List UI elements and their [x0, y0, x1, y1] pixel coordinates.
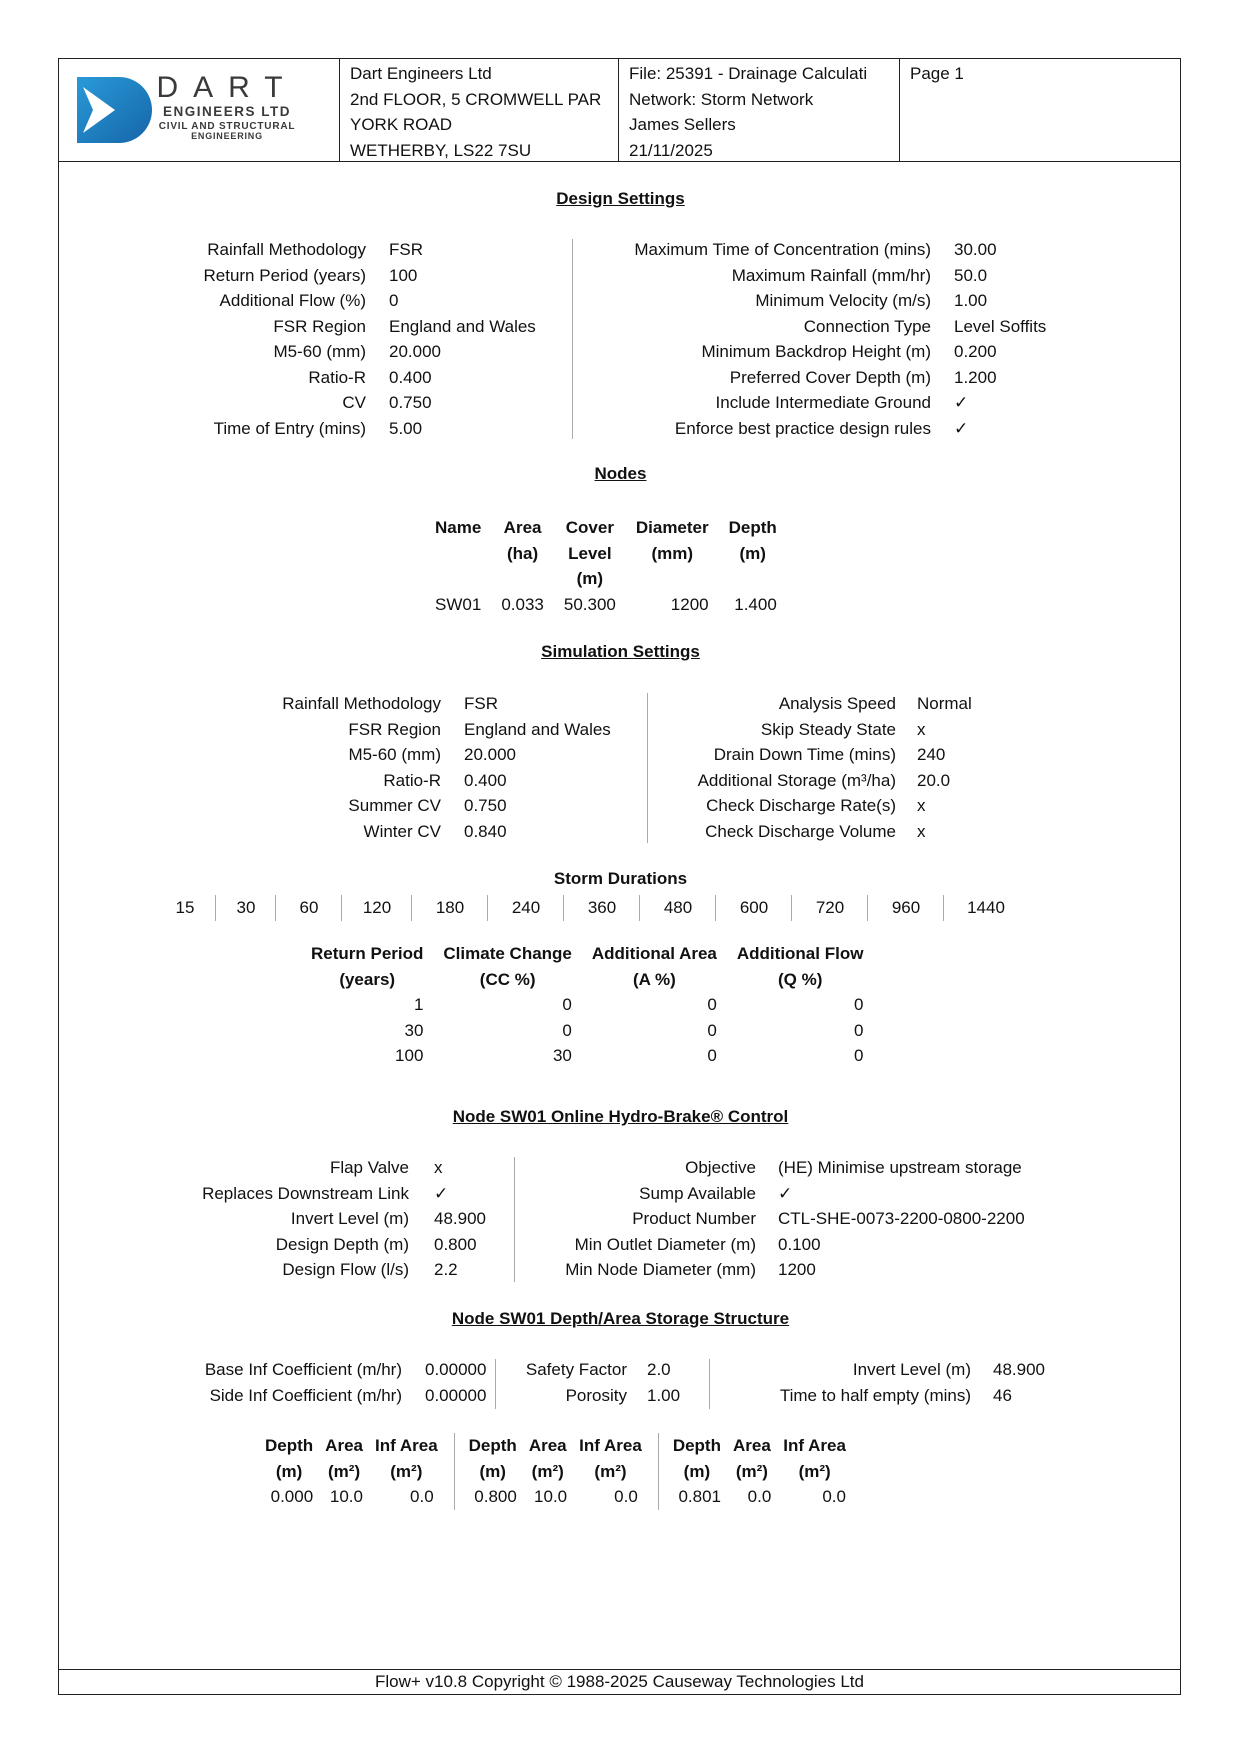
page-frame	[58, 58, 1181, 1695]
simulation-right-labels	[655, 691, 896, 844]
svg-text:DART: DART	[156, 71, 298, 104]
col-header-inf-area: Inf Area (m²)	[579, 1436, 642, 1481]
col-header-additional-area: Additional Area (A %)	[591, 944, 717, 989]
design-settings-right-values	[954, 237, 1046, 441]
setting-label: Additional Storage (m³/ha)	[697, 770, 896, 790]
company-name: Dart Engineers Ltd	[350, 64, 492, 83]
hydrobrake-right-labels	[519, 1155, 756, 1283]
setting-value: 5.00	[389, 418, 423, 438]
setting-label: Minimum Velocity (m/s)	[755, 291, 931, 310]
setting-value: England and Wales	[389, 316, 536, 336]
storage-col1-labels	[149, 1357, 402, 1408]
table-cell: 0.800	[474, 1487, 517, 1506]
storm-duration: 180	[411, 895, 488, 921]
storage-col2-values	[647, 1357, 680, 1408]
setting-label: Check Discharge Volume	[705, 821, 896, 841]
column-divider	[709, 1359, 710, 1409]
table-cell: 10.0	[534, 1487, 568, 1506]
col-header-inf-area: Inf Area (m²)	[374, 1436, 438, 1481]
design-settings-left-values	[389, 237, 536, 441]
address-line: YORK ROAD	[350, 115, 453, 134]
setting-label: Analysis Speed	[778, 694, 896, 713]
storage-col3-labels	[719, 1357, 971, 1408]
setting-label: CV	[342, 393, 366, 412]
setting-label: Maximum Rainfall (mm/hr)	[731, 265, 931, 285]
setting-label: Rainfall Methodology	[282, 694, 441, 713]
setting-label: Invert Level (m)	[852, 1360, 971, 1379]
setting-label: Safety Factor	[525, 1360, 627, 1379]
storm-duration: 360	[563, 895, 640, 921]
col-header-area: Area (ha)	[503, 518, 542, 563]
node-depth: 1.400	[734, 594, 777, 614]
simulation-settings-title: Simulation Settings	[541, 642, 700, 661]
node-cover-level: 50.300	[563, 594, 616, 614]
storm-durations-row	[162, 895, 1085, 921]
setting-label: Objective	[685, 1158, 756, 1177]
report-header	[59, 59, 1180, 162]
setting-value: Level Soffits	[954, 316, 1047, 336]
setting-value: 0.100	[778, 1234, 821, 1254]
setting-value: 0	[389, 291, 399, 310]
check-icon: ✓	[954, 393, 969, 412]
column-divider	[647, 693, 648, 843]
setting-value: x	[917, 821, 926, 841]
storm-duration: 720	[791, 895, 868, 921]
setting-label: Time of Entry (mins)	[213, 418, 366, 438]
setting-value: 20.000	[389, 342, 441, 361]
setting-label: Min Node Diameter (mm)	[565, 1260, 756, 1279]
setting-label: Rainfall Methodology	[207, 240, 366, 259]
table-row	[658, 1484, 852, 1510]
table-row	[301, 1018, 873, 1044]
setting-label: Base Inf Coefficient (m/hr)	[204, 1360, 402, 1379]
setting-label: Minimum Backdrop Height (m)	[701, 342, 931, 361]
node-area: 0.033	[501, 594, 544, 614]
design-settings-left-labels	[149, 237, 366, 441]
setting-value: CTL-SHE-0073-2200-0800-2200	[778, 1209, 1025, 1228]
setting-label: Ratio-R	[308, 367, 366, 387]
check-icon: ✓	[778, 1183, 793, 1203]
col-header-climate-change: Climate Change (CC %)	[443, 944, 572, 989]
setting-value: 0.200	[954, 342, 997, 361]
address-line: 2nd FLOOR, 5 CROMWELL PAR	[350, 89, 602, 109]
svg-text:ENGINEERING: ENGINEERING	[191, 131, 263, 141]
storm-duration: 1440	[943, 895, 1028, 921]
storage-title: Node SW01 Depth/Area Storage Structure	[451, 1309, 790, 1328]
hydrobrake-left-labels	[149, 1155, 409, 1283]
setting-value: 1.00	[954, 291, 988, 310]
column-divider	[572, 239, 573, 439]
company-logo	[59, 59, 339, 161]
check-icon: ✓	[954, 418, 969, 438]
col-header-additional-flow: Additional Flow (Q %)	[736, 944, 864, 989]
storage-col2-labels	[504, 1357, 627, 1408]
setting-label: Preferred Cover Depth (m)	[729, 367, 931, 387]
depth-area-tables	[259, 1433, 852, 1510]
table-cell: 0	[562, 1020, 572, 1040]
setting-label: Design Flow (l/s)	[282, 1260, 409, 1279]
logo-graphic	[59, 59, 339, 161]
setting-label: Additional Flow (%)	[219, 291, 366, 310]
setting-value: 20.0	[917, 770, 951, 790]
setting-value: 240	[917, 745, 946, 764]
storage-col3-values	[993, 1357, 1045, 1408]
setting-label: M5-60 (mm)	[348, 745, 441, 764]
svg-text:ENGINEERS LTD: ENGINEERS LTD	[162, 104, 292, 119]
col-header-depth: Depth (m)	[672, 1436, 721, 1481]
table-cell: 0	[707, 1020, 717, 1040]
setting-label: Ratio-R	[383, 770, 441, 790]
table-cell: 1	[413, 995, 424, 1014]
depth-area-table	[259, 1433, 444, 1510]
setting-value: 1.200	[954, 367, 997, 387]
col-header-name: Name	[435, 518, 482, 537]
setting-value: FSR	[389, 240, 423, 259]
page-info	[899, 59, 1182, 161]
setting-label: Return Period (years)	[203, 265, 366, 285]
report-date: 21/11/2025	[629, 140, 713, 160]
table-cell: 0	[707, 1046, 717, 1065]
setting-value: 50.0	[954, 265, 988, 285]
setting-label: Invert Level (m)	[290, 1209, 409, 1228]
table-cell: 100	[395, 1046, 424, 1065]
address-line: WETHERBY, LS22 7SU	[350, 140, 532, 160]
setting-label: Check Discharge Rate(s)	[706, 796, 896, 815]
setting-label: Skip Steady State	[760, 719, 896, 739]
setting-value: 0.800	[434, 1234, 477, 1254]
node-name: SW01	[435, 594, 482, 614]
nodes-table	[425, 515, 787, 617]
table-row	[259, 1484, 444, 1510]
table-row	[454, 1484, 648, 1510]
table-row	[301, 992, 873, 1018]
table-cell: 0	[853, 995, 864, 1014]
setting-label: Side Inf Coefficient (m/hr)	[209, 1385, 402, 1405]
table-cell: 30	[552, 1046, 572, 1065]
table-cell: 0.0	[410, 1487, 434, 1506]
setting-value: 1200	[778, 1260, 816, 1279]
setting-label: M5-60 (mm)	[273, 342, 366, 361]
storm-duration: 120	[341, 895, 412, 921]
col-header-depth: Depth (m)	[728, 518, 777, 563]
design-settings-right-labels	[579, 237, 931, 441]
setting-value: (HE) Minimise upstream storage	[778, 1158, 1022, 1177]
setting-label: Drain Down Time (mins)	[713, 745, 896, 764]
col-header-depth: Depth (m)	[265, 1436, 314, 1481]
setting-value: FSR	[464, 694, 498, 713]
col-header-depth: Depth (m)	[468, 1436, 517, 1481]
setting-value: 100	[389, 265, 418, 285]
setting-label: Connection Type	[803, 316, 931, 336]
col-header-inf-area: Inf Area (m²)	[783, 1436, 846, 1481]
setting-value: x	[917, 719, 926, 739]
storm-duration: 60	[275, 895, 342, 921]
simulation-left-labels	[199, 691, 441, 844]
table-cell: 0.0	[822, 1487, 846, 1506]
setting-label: FSR Region	[273, 316, 366, 336]
setting-value: x	[917, 796, 926, 815]
setting-value: 0.00000	[425, 1385, 487, 1405]
table-cell: 10.0	[329, 1487, 363, 1506]
copyright-text: Flow+ v10.8 Copyright © 1988-2025 Causeway Technologies Ltd	[375, 1672, 864, 1691]
setting-label: Porosity	[565, 1385, 627, 1405]
table-row	[301, 1043, 873, 1069]
table-cell: 0	[853, 1046, 864, 1065]
storm-duration: 15	[175, 898, 195, 917]
storm-duration: 240	[487, 895, 564, 921]
nodes-header-row	[425, 515, 787, 592]
author: James Sellers	[629, 115, 736, 134]
simulation-left-values	[464, 691, 611, 844]
setting-value: 0.400	[389, 367, 432, 387]
table-cell: 0.0	[747, 1487, 772, 1506]
storm-duration: 480	[639, 895, 716, 921]
file-info	[618, 59, 899, 161]
table-cell: 0	[707, 995, 717, 1014]
setting-label: FSR Region	[348, 719, 441, 739]
setting-label: Sump Available	[639, 1183, 756, 1203]
setting-value: 0.400	[464, 770, 507, 790]
setting-value: England and Wales	[464, 719, 611, 739]
setting-label: Time to half empty (mins)	[779, 1385, 971, 1405]
setting-value: 2.0	[647, 1360, 671, 1379]
nodes-title: Nodes	[594, 464, 647, 483]
svg-text:CIVIL AND STRUCTURAL: CIVIL AND STRUCTURAL	[158, 121, 296, 132]
table-cell: 30	[404, 1020, 424, 1040]
setting-value: Normal	[917, 694, 972, 713]
storm-duration: 960	[867, 895, 944, 921]
storm-duration: 600	[715, 895, 792, 921]
setting-value: 0.750	[464, 796, 507, 815]
col-header-return-period: Return Period (years)	[311, 944, 424, 989]
setting-label: Include Intermediate Ground	[715, 393, 931, 412]
depth-area-table	[454, 1433, 648, 1510]
setting-label: Min Outlet Diameter (m)	[574, 1234, 756, 1254]
col-header-area: Area (m²)	[325, 1436, 363, 1481]
table-cell: 0.000	[270, 1487, 314, 1506]
check-icon: ✓	[434, 1183, 449, 1203]
setting-label: Summer CV	[348, 796, 441, 815]
storm-duration: 30	[215, 895, 276, 921]
setting-value: 48.900	[993, 1360, 1045, 1379]
table-cell: 0.801	[678, 1487, 721, 1506]
storm-durations-title: Storm Durations	[553, 869, 688, 888]
setting-value: 20.000	[464, 745, 516, 764]
hydrobrake-right-values	[778, 1155, 1025, 1283]
table-cell: 0	[562, 995, 572, 1014]
depth-area-table	[658, 1433, 852, 1510]
file-name: File: 25391 - Drainage Calculati	[629, 64, 868, 83]
table-cell: 0.0	[614, 1487, 638, 1506]
setting-label: Replaces Downstream Link	[202, 1183, 409, 1203]
setting-label: Flap Valve	[329, 1158, 409, 1177]
setting-value: 2.2	[434, 1260, 458, 1279]
storage-col1-values	[425, 1357, 486, 1408]
company-address	[339, 59, 618, 161]
return-period-table	[301, 941, 873, 1069]
column-divider	[495, 1359, 496, 1409]
col-header-area: Area (m²)	[732, 1436, 771, 1481]
setting-value: 0.00000	[425, 1360, 487, 1379]
report-footer	[59, 1669, 1180, 1694]
design-settings-title: Design Settings	[556, 189, 685, 208]
hydrobrake-title: Node SW01 Online Hydro-Brake® Control	[452, 1107, 789, 1126]
node-diameter: 1200	[670, 594, 709, 614]
setting-value: 0.750	[389, 393, 432, 412]
return-period-header-row	[301, 941, 873, 992]
table-row	[425, 592, 787, 618]
page-number: Page 1	[910, 64, 964, 83]
setting-value: 30.00	[954, 240, 997, 259]
setting-label: Maximum Time of Concentration (mins)	[634, 240, 931, 259]
col-header-area: Area (m²)	[528, 1436, 567, 1481]
setting-label: Enforce best practice design rules	[674, 418, 931, 438]
setting-value: 1.00	[647, 1385, 681, 1405]
setting-label: Winter CV	[363, 821, 441, 841]
column-divider	[514, 1157, 515, 1282]
setting-value: x	[434, 1158, 443, 1177]
table-cell: 0	[853, 1020, 864, 1040]
setting-label: Design Depth (m)	[275, 1234, 409, 1254]
simulation-right-values	[917, 691, 972, 844]
col-header-cover-level: Cover Level (m)	[565, 518, 614, 588]
setting-label: Product Number	[632, 1209, 756, 1228]
setting-value: 48.900	[434, 1209, 486, 1228]
setting-value: 0.840	[464, 821, 507, 841]
setting-value: 46	[993, 1385, 1012, 1405]
col-header-diameter: Diameter (mm)	[635, 518, 709, 563]
network-name: Network: Storm Network	[629, 89, 814, 109]
hydrobrake-left-values	[434, 1155, 486, 1283]
